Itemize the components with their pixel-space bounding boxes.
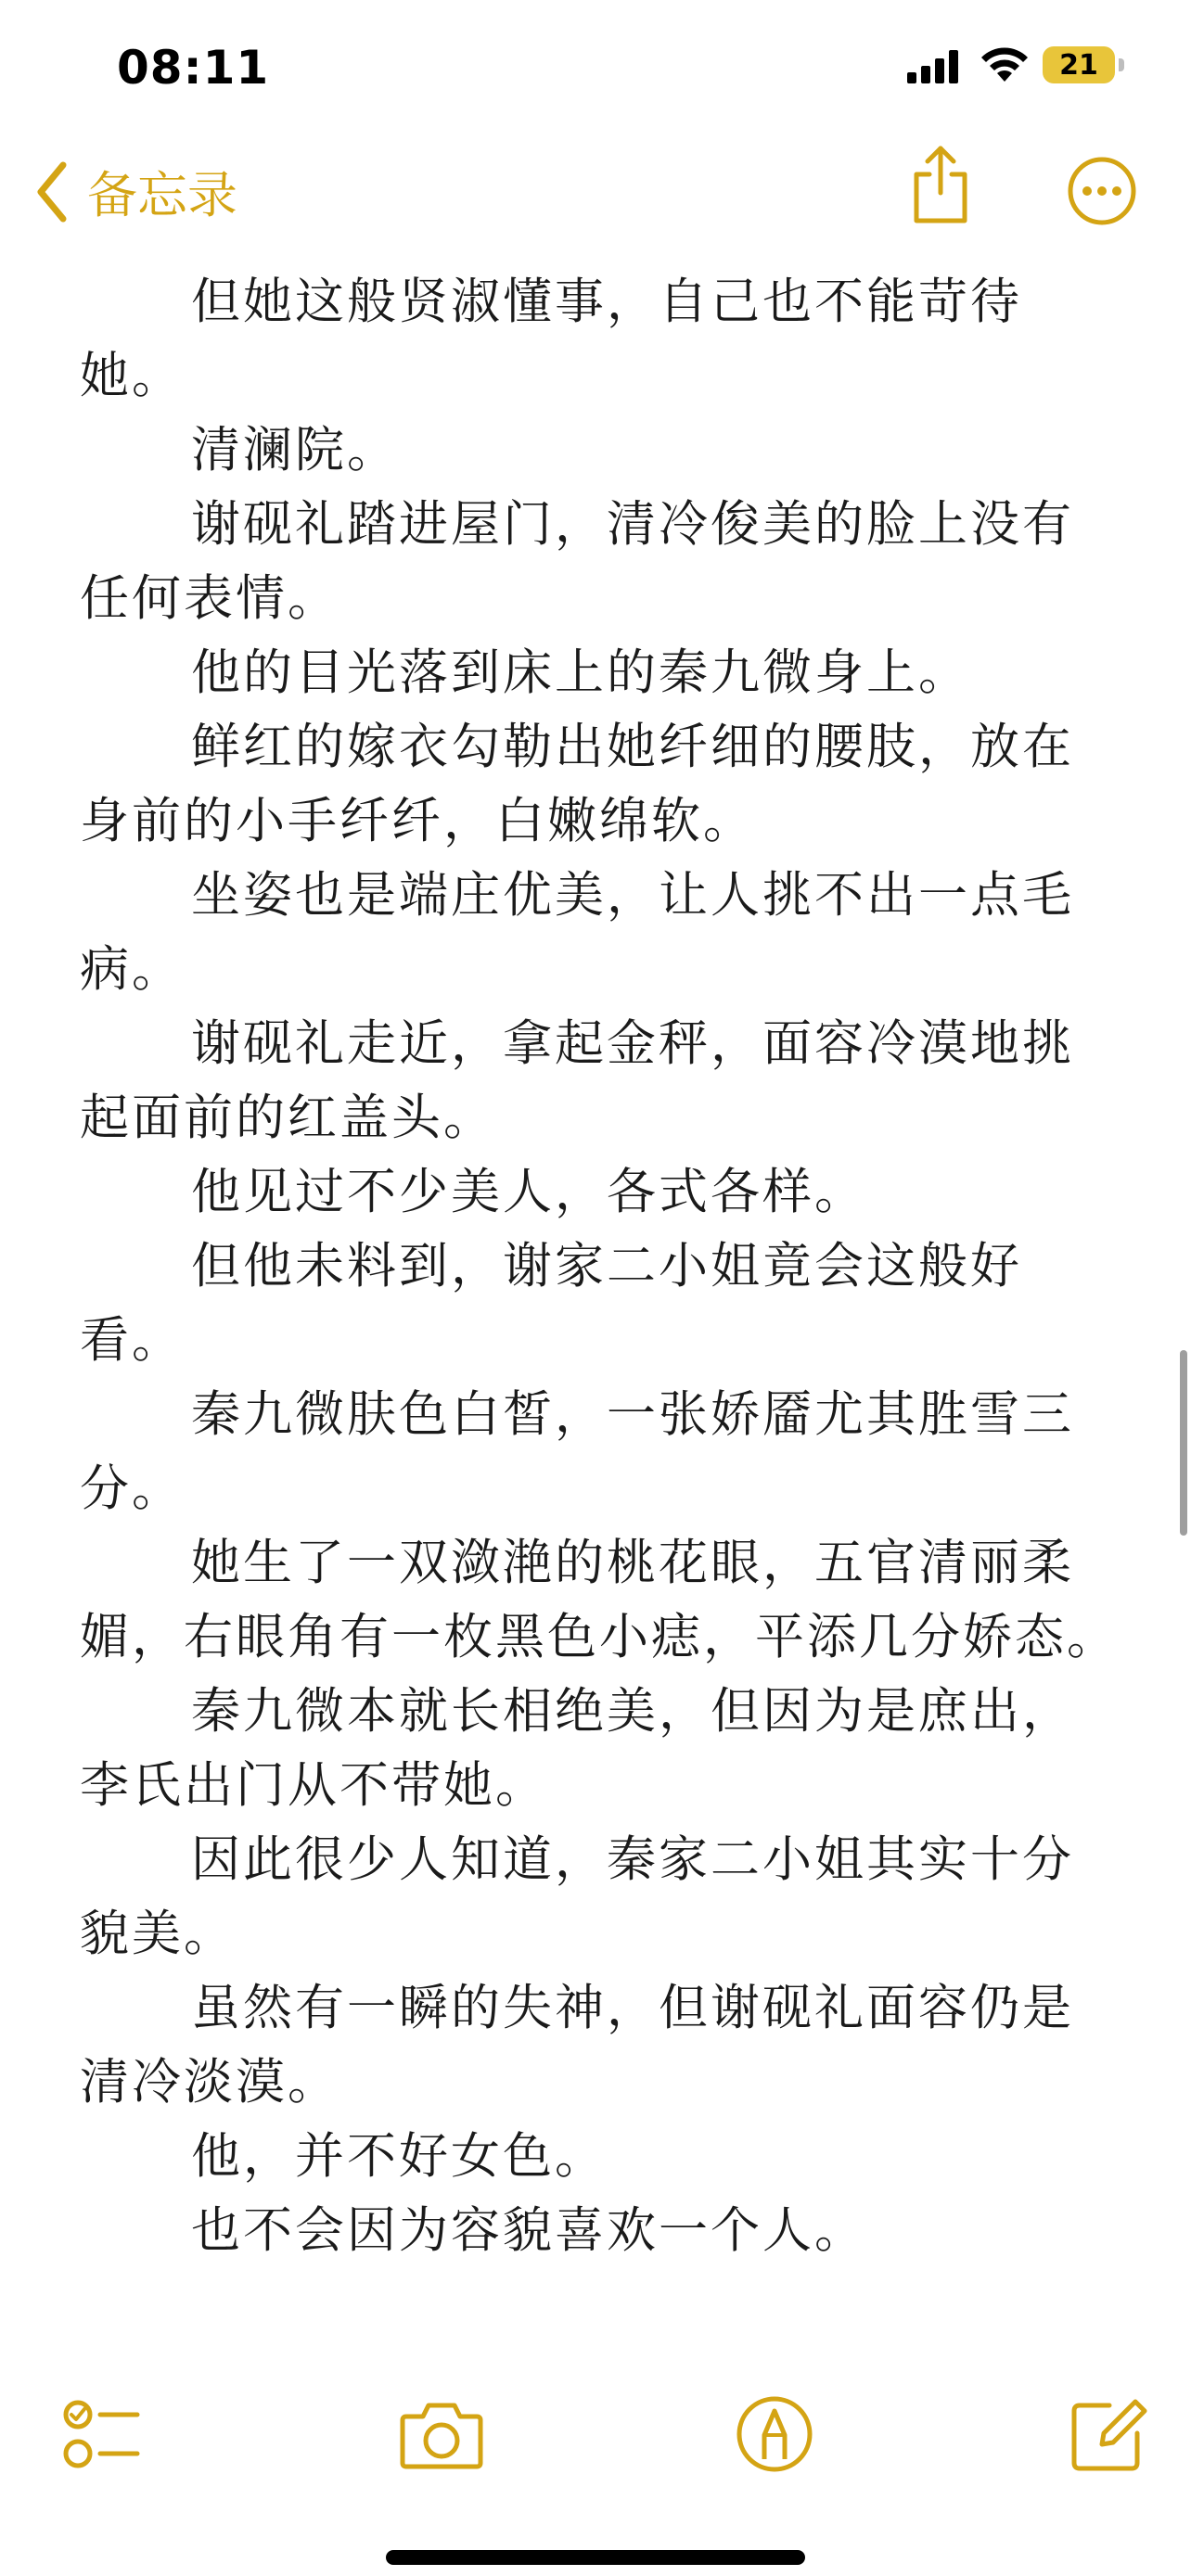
compose-icon[interactable] — [1067, 2392, 1150, 2476]
home-indicator[interactable] — [386, 2550, 805, 2565]
note-paragraph: 但他未料到，谢家二小姐竟会这般好看。 — [80, 1238, 1022, 1369]
cellular-signal-icon — [907, 50, 963, 83]
back-button[interactable] — [33, 156, 237, 227]
markup-pen-icon[interactable] — [733, 2392, 816, 2476]
note-paragraph: 但她这般贤淑懂事，自己也不能苛待她。 — [80, 274, 1022, 404]
scroll-indicator[interactable] — [1180, 1350, 1187, 1536]
camera-icon[interactable] — [399, 2392, 484, 2476]
note-paragraph: 他的目光落到床上的秦九微身上。 — [191, 644, 970, 701]
note-paragraph: 坐姿也是端庄优美，让人挑不出一点毛病。 — [80, 867, 1074, 998]
note-paragraph: 秦九微肤色白皙，一张娇靥尤其胜雪三分。 — [80, 1386, 1074, 1517]
note-paragraph: 秦九微本就长相绝美，但因为是庶出，李氏出门从不带她。 — [80, 1683, 1074, 1814]
chevron-left-icon — [33, 159, 70, 224]
battery-level: 21 — [1059, 48, 1098, 82]
note-content[interactable] — [80, 265, 1119, 2268]
note-paragraph: 他见过不少美人，各式各样。 — [191, 1164, 866, 1220]
battery-indicator — [1043, 46, 1115, 83]
wifi-icon — [979, 45, 1031, 83]
status-time: 08:11 — [117, 41, 270, 95]
battery-cap — [1119, 58, 1124, 71]
note-paragraph: 虽然有一瞬的失神，但谢砚礼面容仍是清冷淡漠。 — [80, 1980, 1074, 2111]
status-bar — [0, 0, 1191, 139]
share-icon[interactable] — [907, 143, 974, 226]
note-paragraph: 谢砚礼踏进屋门，清冷俊美的脸上没有任何表情。 — [80, 496, 1074, 627]
checklist-icon[interactable] — [59, 2392, 143, 2476]
note-paragraph: 因此很少人知道，秦家二小姐其实十分貌美。 — [80, 1831, 1074, 1962]
navigation-bar — [0, 139, 1191, 250]
note-paragraph: 谢砚礼走近，拿起金秤，面容冷漠地挑起面前的红盖头。 — [80, 1015, 1074, 1146]
back-button-label: 备忘录 — [87, 166, 237, 224]
more-icon[interactable] — [1067, 156, 1137, 226]
note-paragraph: 清澜院。 — [191, 422, 399, 478]
note-paragraph: 也不会因为容貌喜欢一个人。 — [191, 2202, 866, 2259]
note-paragraph: 她生了一双潋滟的桃花眼，五官清丽柔媚，右眼角有一枚黑色小痣，平添几分娇态。 — [80, 1535, 1119, 1665]
note-paragraph: 鲜红的嫁衣勾勒出她纤细的腰肢，放在身前的小手纤纤，白嫩绵软。 — [80, 719, 1074, 849]
note-paragraph: 他，并不好女色。 — [191, 2128, 607, 2185]
bottom-toolbar — [0, 2392, 1191, 2494]
